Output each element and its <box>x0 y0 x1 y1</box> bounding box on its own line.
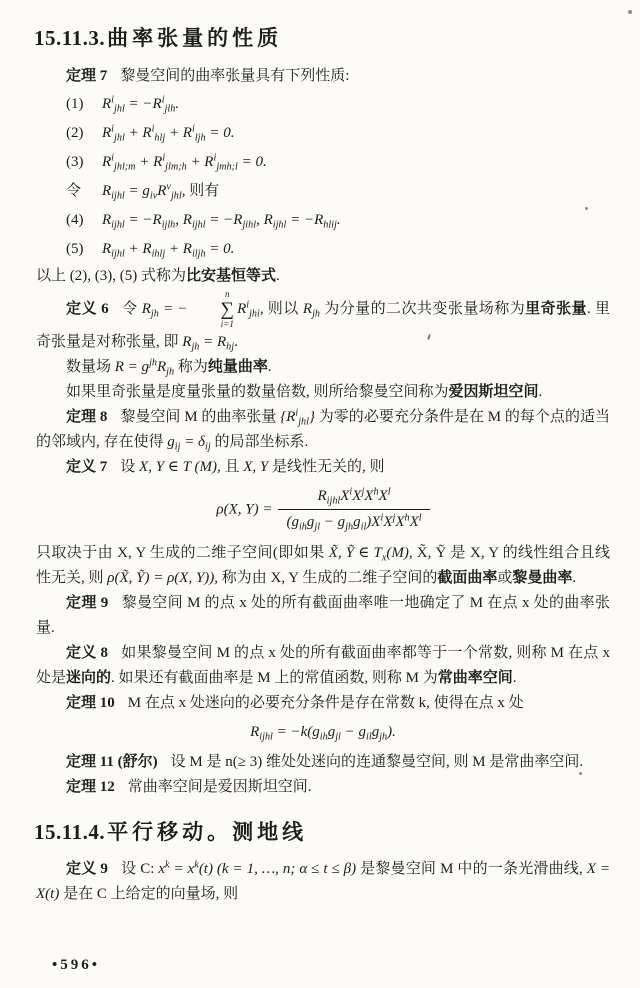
theorem-10-label: 定理 10 <box>66 694 115 711</box>
theorem-9-label: 定理 9 <box>66 594 109 611</box>
text-segment: 是线性无关的, 则 <box>268 458 385 475</box>
sigma-glyph: ∑ <box>220 298 235 320</box>
definition-9-paragraph <box>36 857 610 907</box>
definition-8-label: 定义 8 <box>66 644 108 661</box>
equation-number: (1) <box>66 96 84 113</box>
math-expression: $R_{jh} = R_{hj}$ <box>182 333 235 353</box>
page-number: •596• <box>52 957 101 973</box>
math-expression: $R_{ijhl} = -k(g_{ih}g_{jl} - g_{il}g_{jh})$. <box>250 723 396 743</box>
theorem-8-label: 定理 8 <box>66 408 108 425</box>
scan-speck <box>628 10 632 14</box>
text-segment: . <box>572 569 577 586</box>
math-expression: ρ(X̃, Ỹ) = ρ(X, Y)), <box>107 569 219 586</box>
constant-curvature-space-term-bold: 常曲率空间 <box>437 669 513 686</box>
text-segment: 是黎曼空间 M 中的一条光滑曲线, <box>356 860 587 877</box>
definition-7-label: 定义 7 <box>66 458 108 475</box>
equation-line-5 <box>66 235 610 263</box>
equation-post-text: 则有 <box>185 183 220 200</box>
theorem-7-text: 黎曼空间的曲率张量具有下列性质: <box>120 68 350 85</box>
math-expression: $R_{ijhl} = -R_{ijlh}$, $R_{ijhl} = -R_{jihl}$, $R_{ijhl} = -R_{hlij}$. <box>102 212 341 231</box>
text-segment: 称为由 X, Y 生成的二维子空间的 <box>218 569 438 586</box>
equation-line-1 <box>66 90 610 118</box>
math-expression: $R_{ijhl} + R_{ihlj} + R_{iljh} = 0$. <box>102 241 235 260</box>
theorem-7-label: 定理 7 <box>66 68 108 85</box>
equation-line-2 <box>66 119 610 147</box>
math-expression: $R^i_{jhl} = -R^i_{jlh}$. <box>102 94 180 115</box>
theorem-9-paragraph <box>36 591 610 641</box>
theorem-10-paragraph <box>36 691 610 716</box>
math-expression: X = X(t) <box>36 860 610 902</box>
theorem-11-text: 设 M 是 n(≥ 3) 维处处迷向的连通黎曼空间, 则 M 是常曲率空间. <box>170 754 584 771</box>
text-segment: 为分量的二次共变张量场称为 <box>320 300 526 317</box>
theorem-9-text: 黎曼空间 M 的点 x 处的所有截面曲率唯一地确定了 M 在点 x 处的曲率张量. <box>36 594 610 636</box>
section-title: 曲率张量的性质 <box>107 26 283 50</box>
text-segment: 令 <box>121 300 142 317</box>
text-segment: . <box>267 358 272 375</box>
theorem-11-label: 定理 11 (舒尔) <box>66 754 158 771</box>
note-period: . <box>276 268 280 285</box>
equation-number: (5) <box>66 241 84 258</box>
definition-7-paragraph <box>36 455 610 480</box>
theorem-10-formula <box>36 723 610 743</box>
fraction <box>278 487 429 533</box>
text-segment: . 如果还有截面曲率是 M 上的常值函数, 则称 M 为 <box>111 669 438 686</box>
theorem-8-paragraph <box>36 405 610 455</box>
equation-line-let <box>66 177 610 205</box>
text-segment: 称为 <box>174 358 208 375</box>
text-segment: 为零的必要充分条件是在 M 的每个点的适当的邻域内, 存在使得 <box>36 408 610 450</box>
equation-number: (2) <box>66 125 84 142</box>
section-heading-15-11-3 <box>34 26 610 51</box>
math-expression: $x^k = x^k(t) (k = 1$, …, n; α ≤ t ≤ β) <box>158 858 357 877</box>
formula-lhs: ρ(X, Y) = <box>216 501 273 518</box>
equation-number: (4) <box>66 212 84 229</box>
math-expression: $R_{ijhl} = g_{iv}R^v_{jhl}$, <box>102 181 186 202</box>
scan-speck <box>579 772 582 775</box>
einstein-space-paragraph <box>36 380 610 405</box>
sectional-curvature-term-bold: 截面曲率 <box>437 569 498 586</box>
theorem-12-text: 常曲率空间是爱因斯坦空间. <box>127 779 312 796</box>
text-segment: 设 <box>120 458 140 475</box>
equation-number: (3) <box>66 154 84 171</box>
scalar-curvature-term-bold: 纯量曲率 <box>207 358 268 375</box>
text-segment: 且 <box>220 458 244 475</box>
section-title: 平行移动。测地线 <box>107 820 308 845</box>
text-segment: 数量场 <box>66 358 115 375</box>
text-segment: X̃, Ỹ 是 X, Y 的线性组合且线性无关, 则 <box>36 544 611 586</box>
sectional-curvature-formula <box>36 487 610 533</box>
note-text: 以上 (2), (3), (5) 式称为 <box>36 268 186 285</box>
fraction-numerator: $R_{ijhl}X^iX^jX^hX^l$ <box>278 487 429 511</box>
isotropic-term-bold: 迷向的 <box>66 669 112 686</box>
definition-6-paragraph <box>36 289 610 355</box>
fraction-denominator: $(g_{ih}g_{jl} - g_{jh}g_{il})X^iX^jX^hX^l$ <box>286 512 422 533</box>
text-segment: . 里奇张量是对称张量, 即 <box>36 300 610 350</box>
theorem-10-text: M 在点 x 处迷向的必要充分条件是存在常数 k, 使得在点 x 处 <box>127 694 524 711</box>
math-expression: $g_{ij} = \delta_{ij}$ <box>167 433 211 453</box>
text-segment: 或 <box>497 569 513 586</box>
text-segment: . <box>512 669 517 686</box>
bianchi-identity-note <box>36 264 610 289</box>
text-segment: . <box>538 383 543 400</box>
text-segment: 是在 C 上给定的向量场, 则 <box>59 885 239 902</box>
math-expression: X, Y ∈ T (M), <box>139 458 221 475</box>
section-number: 15.11.4. <box>34 820 106 845</box>
scan-speck <box>585 207 588 210</box>
sum-lower-limit: i=1 <box>220 319 234 330</box>
text-segment: 则以 <box>263 300 303 317</box>
definition-6-label: 定义 6 <box>66 300 109 317</box>
text-segment: 设 C: <box>120 860 159 877</box>
math-expression: $R^i_{jhi}$, <box>237 299 264 320</box>
bianchi-term-bold: 比安基恒等式 <box>185 268 276 285</box>
theorem-7-paragraph <box>36 64 610 89</box>
text-segment: 黎曼空间 M 的曲率张量 <box>120 408 281 425</box>
equation-line-4 <box>66 206 610 234</box>
ricci-tensor-term-bold: 里奇张量 <box>525 300 587 317</box>
summation-symbol <box>191 289 235 330</box>
math-expression: $R^i_{jhl} + R^i_{hlj} + R^i_{ljh} = 0$. <box>102 123 235 144</box>
einstein-space-term-bold: 爱因斯坦空间 <box>448 383 539 400</box>
theorem-12-paragraph <box>36 775 610 800</box>
text-segment: 如果黎曼空间 M 的点 x 处的所有截面曲率都等于一个常数, 则称 M 在点 x 处是 <box>36 644 610 686</box>
sum-upper-limit: n <box>225 289 230 300</box>
scalar-curvature-paragraph <box>36 355 610 380</box>
text-segment: 的局部坐标系. <box>210 433 309 450</box>
text-segment: 如果里奇张量是度量张量的数量倍数, 则所给黎曼空间称为 <box>66 383 449 400</box>
math-expression: $R = g^{jh}R_{jh}$ <box>114 357 175 378</box>
math-expression: $R^i_{jhl;m} + R^i_{jlm;h} + R^i_{jmh;l} = 0$. <box>102 152 267 173</box>
math-expression: $\{R^i_{jhl}\}$ <box>280 407 315 428</box>
math-expression: X, Y <box>243 458 269 475</box>
let-keyword: 令 <box>66 183 82 200</box>
math-expression: $R_{jh}$ = − <box>141 300 188 320</box>
math-expression: $R_{jh}$ <box>302 300 321 320</box>
section-heading-15-11-4 <box>34 820 610 845</box>
text-segment: . <box>234 333 238 350</box>
definition-9-label: 定义 9 <box>66 860 108 877</box>
sectional-curvature-paragraph <box>36 541 610 591</box>
definition-8-paragraph <box>36 641 610 691</box>
riemann-curvature-term-bold: 黎曼曲率 <box>512 569 573 586</box>
theorem-12-label: 定理 12 <box>66 779 115 796</box>
theorem-11-paragraph <box>36 750 610 775</box>
text-segment: 只取决于由 X, Y 生成的二维子空间(即如果 <box>36 544 329 561</box>
math-expression: X̃, Ỹ ∈ $T_x(M)$, <box>328 544 413 564</box>
section-number: 15.11.3. <box>34 26 106 50</box>
equation-line-3 <box>66 148 610 176</box>
